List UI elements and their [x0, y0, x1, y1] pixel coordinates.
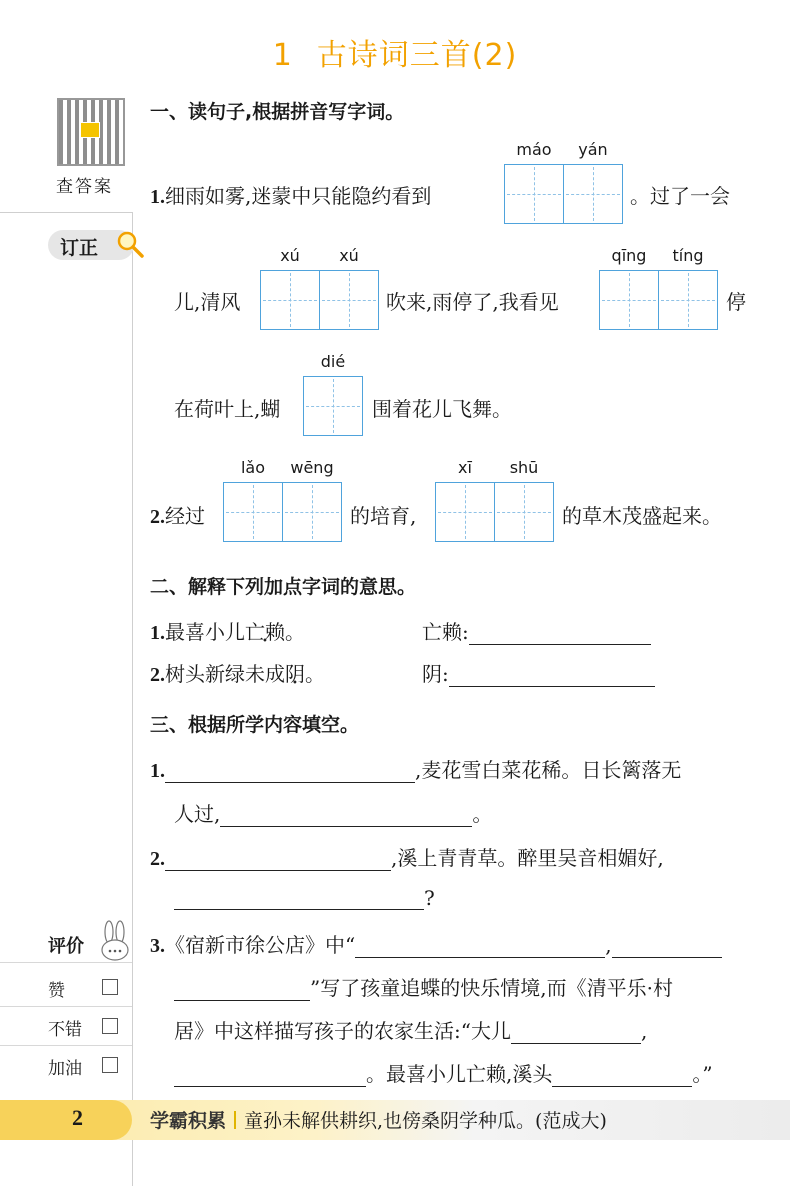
eval-option-label: 加油	[48, 1059, 82, 1079]
q1-line-3-b: 围着花儿飞舞。	[372, 397, 512, 421]
answer-grid-qingting[interactable]	[599, 270, 718, 330]
pinyin: wēng	[290, 458, 334, 477]
good-checkbox[interactable]	[102, 1018, 118, 1034]
section-3-heading: 三、根据所学内容填空。	[150, 714, 360, 736]
s3-q3-line-2: ”写了孩童追蝶的快乐情境,而《清平乐·村	[174, 972, 673, 1001]
pinyin: lǎo	[240, 458, 266, 477]
footer-separator	[234, 1111, 236, 1129]
margin-divider	[132, 212, 133, 1186]
page-number: 2	[72, 1105, 83, 1130]
s2-item-1-answer: 亡赖:	[422, 616, 651, 645]
answer-grid-laoweng[interactable]	[223, 482, 342, 542]
pinyin: xú	[280, 246, 300, 265]
s3-q1-line-1: 1. ,麦花雪白菜花稀。日长篱落无	[150, 758, 682, 782]
q1-line-2-c: 停	[726, 290, 746, 314]
answer-grid-xuxu[interactable]	[260, 270, 379, 330]
correction-label: 订正	[60, 237, 99, 259]
bunny-icon	[98, 920, 132, 962]
s3-q2-line-1: 2. ,溪上青青草。醉里吴音相媚好,	[150, 846, 664, 870]
section-1-heading: 一、读句子,根据拼音写字词。	[150, 101, 405, 123]
q1-line-3-a: 在荷叶上,蝴	[174, 397, 281, 421]
eval-option-praise[interactable]	[48, 976, 65, 1001]
answer-blank[interactable]	[165, 760, 415, 783]
section-2-heading: 二、解释下列加点字词的意思。	[150, 576, 417, 598]
q1-line-2-a: 儿,清风	[174, 290, 241, 314]
evaluation-divider	[0, 1006, 132, 1007]
qr-label: 查答案	[56, 177, 113, 197]
dotted-word: 亡赖	[245, 620, 285, 644]
lesson-title: 古诗词三首(2)	[316, 38, 518, 73]
praise-checkbox[interactable]	[102, 979, 118, 995]
s3-q3-line-1: 3.《宿新市徐公店》中“ ,	[150, 929, 722, 958]
q1-line-1: 1.细雨如雾,迷蒙中只能隐约看到	[150, 184, 432, 208]
s3-q1-line-2: 人过, 。	[174, 802, 493, 826]
evaluation-divider	[0, 1045, 132, 1046]
s2-item-1: 1.最喜小儿亡赖。	[150, 620, 305, 644]
pinyin: dié	[320, 352, 346, 371]
s2-item-2-answer: 阴:	[422, 658, 655, 687]
answer-blank[interactable]	[355, 935, 605, 958]
eval-option-label: 赞	[48, 981, 65, 1001]
pinyin: tíng	[672, 246, 704, 265]
lesson-number: 1	[272, 38, 293, 73]
s2-item-2: 2.树头新绿未成阴。	[150, 662, 325, 686]
eval-option-good[interactable]	[48, 1015, 82, 1040]
evaluation-title: 评价	[48, 936, 84, 957]
answer-grid-maoyan[interactable]	[504, 164, 623, 224]
answer-blank[interactable]	[165, 848, 391, 871]
dotted-word: 阴	[285, 662, 305, 686]
footer-accumulation	[150, 1106, 607, 1133]
answer-grid-die[interactable]	[303, 376, 363, 436]
q1-line-2-b: 吹来,雨停了,我看见	[386, 290, 559, 314]
s3-q3-line-3: 居》中这样描写孩子的农家生活:“大儿 ,	[174, 1019, 648, 1043]
answer-blank[interactable]	[612, 935, 722, 958]
answer-blank[interactable]	[174, 1064, 366, 1087]
answer-blank[interactable]	[174, 887, 424, 910]
q2-line-a: 2.经过	[150, 504, 205, 528]
page-title	[0, 30, 790, 74]
s3-q3-line-4: 。最喜小儿亡赖,溪头 。”	[174, 1058, 713, 1087]
answer-blank[interactable]	[552, 1064, 692, 1087]
pinyin: qīng	[611, 246, 647, 265]
answer-blank[interactable]	[511, 1021, 641, 1044]
q1-line-1-tail: 。过了一会	[630, 184, 730, 208]
keep-going-checkbox[interactable]	[102, 1057, 118, 1073]
footer-label: 学霸积累	[150, 1110, 227, 1132]
page-number-tab	[0, 1100, 132, 1140]
q2-line-c: 的草木茂盛起来。	[562, 504, 722, 528]
eval-option-label: 不错	[48, 1020, 82, 1040]
magnifier-icon	[116, 230, 146, 260]
pinyin: xú	[339, 246, 359, 265]
pinyin: shū	[509, 458, 539, 477]
evaluation-divider	[0, 962, 132, 963]
answer-blank[interactable]	[449, 664, 655, 687]
answer-blank[interactable]	[174, 978, 310, 1001]
answer-blank[interactable]	[220, 804, 472, 827]
qr-code-logo	[80, 122, 100, 138]
answer-blank[interactable]	[469, 622, 651, 645]
s3-q2-line-2: ?	[174, 886, 435, 910]
margin-divider-top	[0, 212, 132, 213]
footer-quote: 童孙未解供耕织,也傍桑阴学种瓜。(范成大)	[244, 1110, 607, 1132]
q2-line-b: 的培育,	[350, 504, 417, 528]
eval-option-keep-going[interactable]	[48, 1054, 82, 1079]
answer-grid-xishu[interactable]	[435, 482, 554, 542]
pinyin: máo	[516, 140, 552, 159]
pinyin: xī	[458, 458, 472, 477]
pinyin: yán	[578, 140, 608, 159]
